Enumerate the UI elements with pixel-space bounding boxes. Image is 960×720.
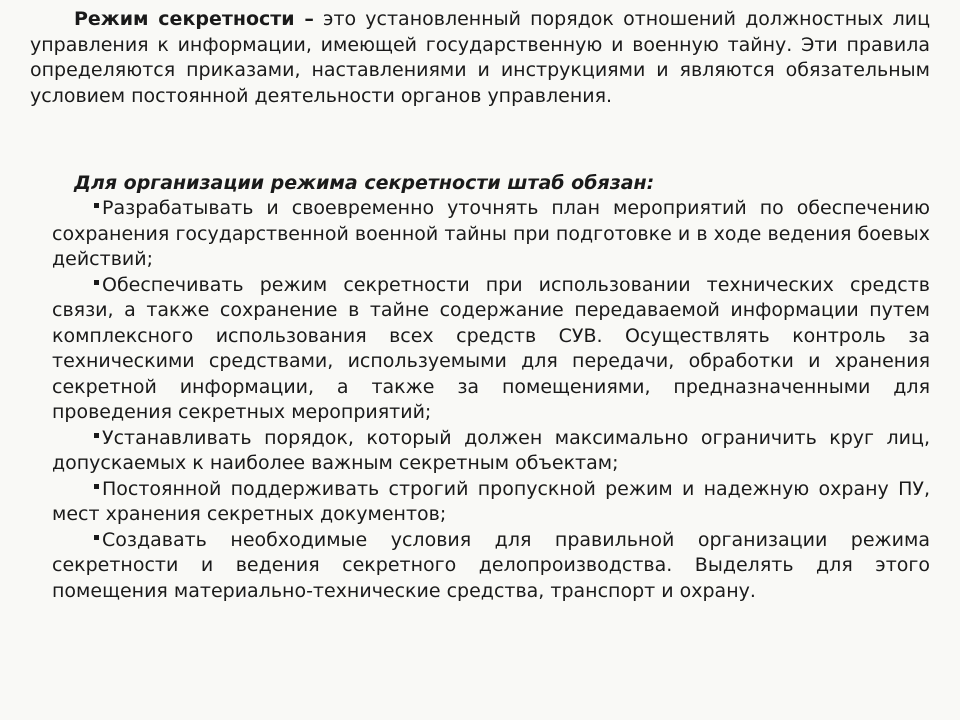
list-item-text: Разрабатывать и своевременно уточнять план мероприятий по обеспечению сохранения государственной военной тайны при подготовке и в ходе ведения боевых действий; xyxy=(52,197,930,270)
list-item-text: Устанавливать порядок, который должен максимально ограничить круг лиц, допускаемых к наиболее важным секретным объектам; xyxy=(52,426,930,474)
intro-text xyxy=(30,7,930,109)
intro-paragraph xyxy=(30,7,930,109)
duties-list xyxy=(52,196,930,604)
duties-heading: Для организации режима секретности штаб обязан: xyxy=(74,172,655,194)
list-item xyxy=(52,477,930,528)
list-item-text: Постоянной поддерживать строгий пропускной режим и надежную охрану ПУ, мест хранения секретных документов; xyxy=(52,477,930,525)
list-item xyxy=(52,426,930,477)
intro-definition: это установленный порядок отношений должностных лиц управления к информации, имеющей государственную и военную тайну. Эти правила определяются приказами, наставлениями и инструкциями и являются обязательным условием постоянной деятельности органов управления. xyxy=(30,8,931,107)
list-item xyxy=(52,196,930,273)
list-item-text: Создавать необходимые условия для правильной организации режима секретности и ведения секретного делопроизводства. Выделять для этого помещения материально-технические средства, транспорт и охрану. xyxy=(52,528,930,602)
list-item-text: Обеспечивать режим секретности при использовании технических средств связи, а также сохранение в тайне содержание передаваемой информации путем комплексного использования всех средств СУВ. Осуществлять контроль за техническими средствами, используемыми для передачи, обработки и хранения секретной информации, а также за помещениями, предназначенными для проведения секретных мероприятий; xyxy=(52,273,930,423)
intro-term: Режим секретности – xyxy=(74,8,314,30)
list-item xyxy=(52,528,930,605)
list-item xyxy=(52,273,930,426)
